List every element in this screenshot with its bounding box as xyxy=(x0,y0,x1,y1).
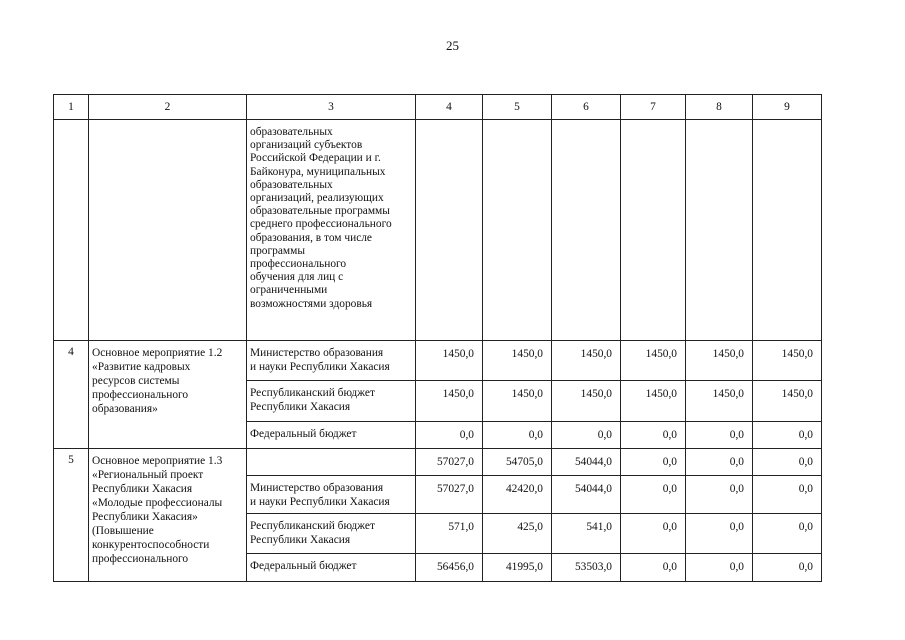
value-cell: 541,0 xyxy=(552,514,621,554)
value-cell: 0,0 xyxy=(753,422,822,449)
row-number: 4 xyxy=(54,341,89,449)
text-line: возможностями здоровья xyxy=(250,297,373,310)
text-line: Республики Хакасия xyxy=(250,401,351,413)
column-header: 5 xyxy=(483,95,552,120)
column-header: 9 xyxy=(753,95,822,120)
text-line: Республиканский бюджет xyxy=(250,387,375,399)
column-header: 1 xyxy=(54,95,89,120)
text-line: организаций субъектов xyxy=(250,139,363,152)
executor-cell xyxy=(247,514,416,554)
text-line: профессионального xyxy=(92,553,189,565)
executor-cell xyxy=(247,381,416,422)
text-line: Республики Хакасия xyxy=(92,483,193,495)
value-cell: 54705,0 xyxy=(483,449,552,476)
value-cell: 0,0 xyxy=(621,422,686,449)
text-line: Российской Федерации и г. xyxy=(250,152,381,165)
value-cell: 56456,0 xyxy=(416,554,483,582)
value-cell: 1450,0 xyxy=(483,341,552,381)
row-number: 5 xyxy=(54,449,89,582)
page-number: 25 xyxy=(446,38,459,53)
column-header: 8 xyxy=(686,95,753,120)
text-line: образования» xyxy=(92,403,158,415)
text-line: конкурентоспособности xyxy=(92,539,210,551)
text-line: Федеральный бюджет xyxy=(250,560,357,572)
executor-cell xyxy=(247,341,416,381)
text-line: (Повышение xyxy=(92,525,154,537)
value-cell: 0,0 xyxy=(686,476,753,514)
text-line: Основное мероприятие 1.3 xyxy=(92,455,223,467)
executor-cell xyxy=(247,120,416,341)
value-cell: 0,0 xyxy=(483,422,552,449)
value-cell: 1450,0 xyxy=(552,381,621,422)
header-row xyxy=(54,95,822,120)
text-line: программы xyxy=(250,244,305,257)
measure-name-cell xyxy=(89,341,247,449)
empty-cell xyxy=(621,120,686,341)
text-line: обучения для лиц с xyxy=(250,271,344,284)
text-line: Федеральный бюджет xyxy=(250,428,357,440)
text-line: среднего профессионального xyxy=(250,218,392,231)
empty-cell xyxy=(89,120,247,341)
value-cell: 0,0 xyxy=(686,514,753,554)
text-line: Республики Хакасия» xyxy=(92,511,198,523)
value-cell: 1450,0 xyxy=(416,381,483,422)
value-cell: 1450,0 xyxy=(753,341,822,381)
text-line: ограниченными xyxy=(250,284,328,297)
column-header: 2 xyxy=(89,95,247,120)
column-header: 6 xyxy=(552,95,621,120)
text-line: Министерство образования xyxy=(250,347,384,359)
text-line: «Развитие кадровых xyxy=(92,361,191,373)
value-cell: 57027,0 xyxy=(416,476,483,514)
table-row xyxy=(54,449,822,476)
value-cell: 42420,0 xyxy=(483,476,552,514)
value-cell: 0,0 xyxy=(621,514,686,554)
executor-cell xyxy=(247,554,416,582)
value-cell: 1450,0 xyxy=(686,381,753,422)
value-cell: 0,0 xyxy=(686,422,753,449)
continuation-row xyxy=(54,120,822,341)
text-line: ресурсов системы xyxy=(92,375,180,387)
measure-name-cell xyxy=(89,449,247,582)
text-line: образовательных xyxy=(250,126,333,138)
value-cell: 0,0 xyxy=(753,476,822,514)
value-cell: 1450,0 xyxy=(621,341,686,381)
table-row xyxy=(54,341,822,381)
text-line: организаций, реализующих xyxy=(250,192,384,205)
value-cell: 54044,0 xyxy=(552,476,621,514)
column-header: 4 xyxy=(416,95,483,120)
value-cell: 0,0 xyxy=(552,422,621,449)
text-line: профессионального xyxy=(250,258,347,271)
value-cell: 54044,0 xyxy=(552,449,621,476)
text-line: Республики Хакасия xyxy=(250,534,351,546)
text-line: образовательных xyxy=(250,178,333,191)
column-header: 7 xyxy=(621,95,686,120)
text-line: образования, в том числе xyxy=(250,231,372,244)
text-line: Министерство образования xyxy=(250,482,384,494)
empty-cell xyxy=(416,120,483,341)
value-cell: 57027,0 xyxy=(416,449,483,476)
value-cell: 0,0 xyxy=(621,476,686,514)
text-line: профессионального xyxy=(92,389,189,401)
executor-cell xyxy=(247,476,416,514)
text-line: и науки Республики Хакасия xyxy=(250,361,390,373)
value-cell: 0,0 xyxy=(686,554,753,582)
value-cell: 1450,0 xyxy=(483,381,552,422)
value-cell: 1450,0 xyxy=(686,341,753,381)
value-cell: 571,0 xyxy=(416,514,483,554)
value-cell: 0,0 xyxy=(686,449,753,476)
value-cell: 1450,0 xyxy=(621,381,686,422)
value-cell: 0,0 xyxy=(621,554,686,582)
text-line: Основное мероприятие 1.2 xyxy=(92,347,223,359)
value-cell: 0,0 xyxy=(753,449,822,476)
budget-table xyxy=(53,94,822,582)
text-line: и науки Республики Хакасия xyxy=(250,496,390,508)
value-cell: 1450,0 xyxy=(552,341,621,381)
text-line: «Региональный проект xyxy=(92,469,204,481)
empty-cell xyxy=(753,120,822,341)
text-line: Байконура, муниципальных xyxy=(250,165,386,178)
text-line: образовательные программы xyxy=(250,205,390,218)
value-cell: 53503,0 xyxy=(552,554,621,582)
column-header: 3 xyxy=(247,95,416,120)
text-line: Республиканский бюджет xyxy=(250,520,375,532)
executor-cell xyxy=(247,449,416,476)
value-cell: 0,0 xyxy=(416,422,483,449)
value-cell: 0,0 xyxy=(753,554,822,582)
empty-cell xyxy=(552,120,621,341)
value-cell: 1450,0 xyxy=(416,341,483,381)
value-cell: 0,0 xyxy=(753,514,822,554)
value-cell: 1450,0 xyxy=(753,381,822,422)
value-cell: 0,0 xyxy=(621,449,686,476)
empty-cell xyxy=(54,120,89,341)
text-line: «Молодые профессионалы xyxy=(92,497,223,509)
empty-cell xyxy=(686,120,753,341)
executor-cell xyxy=(247,422,416,449)
value-cell: 41995,0 xyxy=(483,554,552,582)
empty-cell xyxy=(483,120,552,341)
value-cell: 425,0 xyxy=(483,514,552,554)
